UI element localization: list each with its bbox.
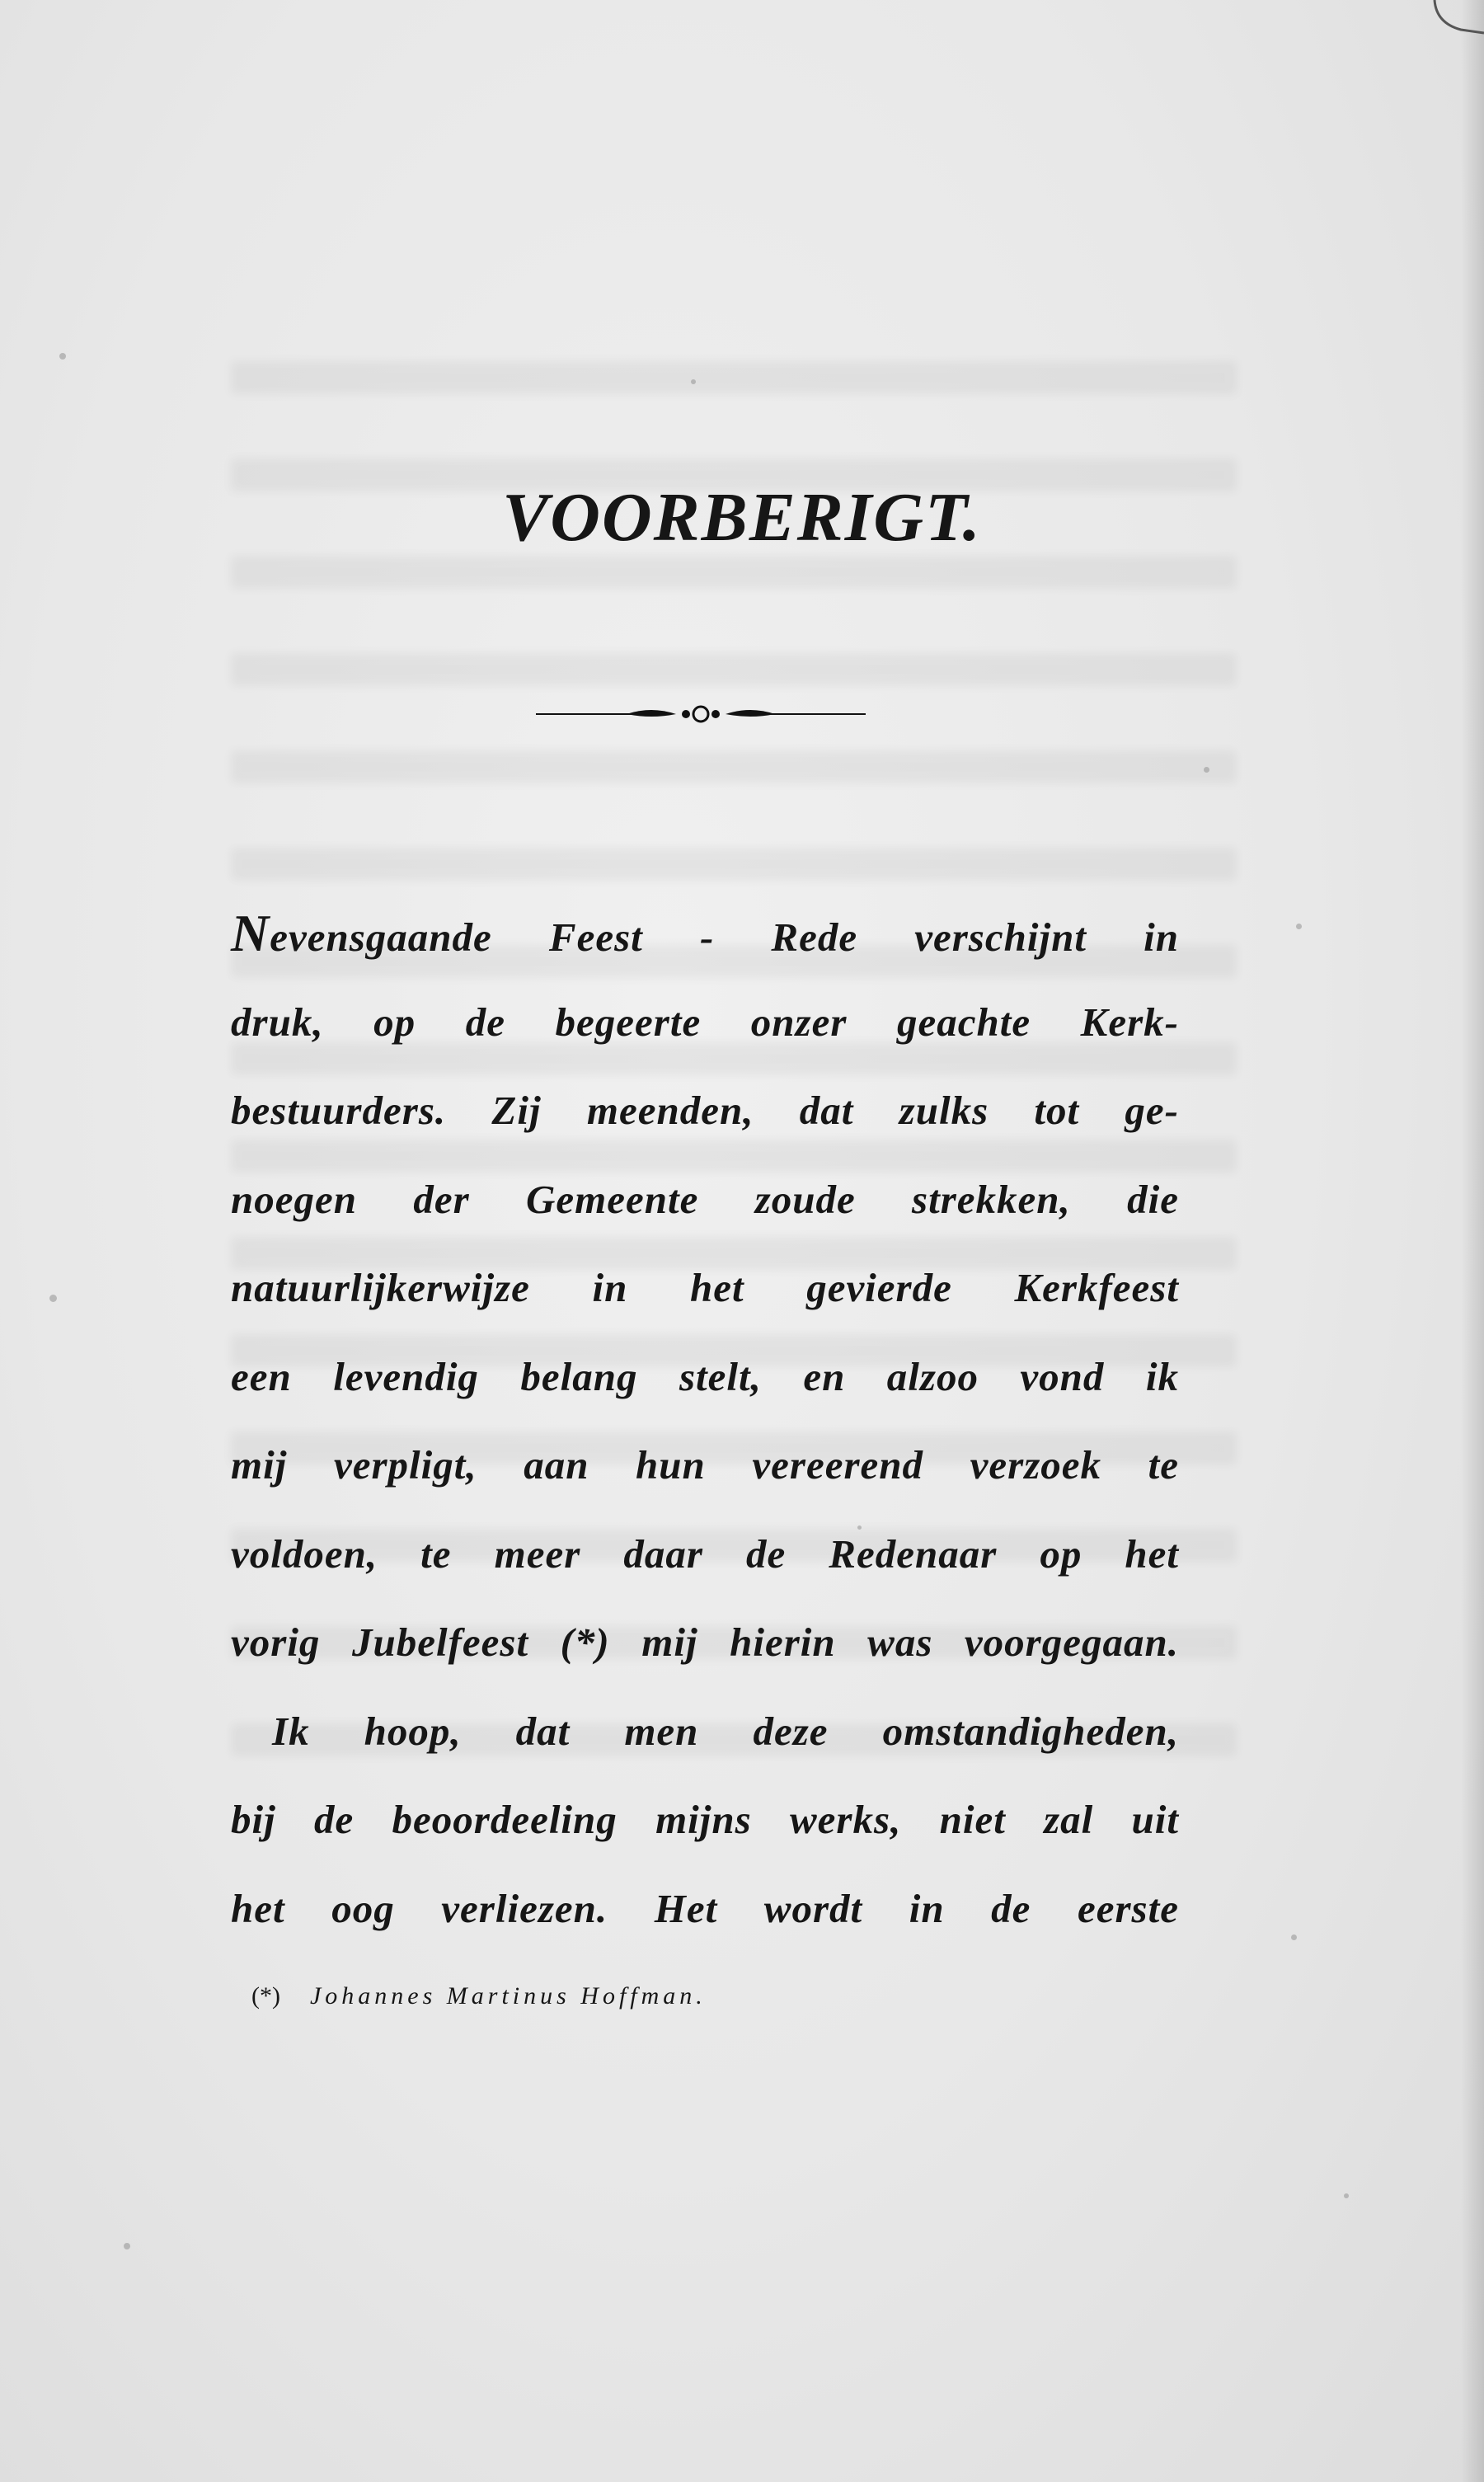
ornament-divider (536, 698, 866, 731)
text-line-1-body: evensgaande Feest - Rede verschijnt in (270, 914, 1179, 960)
page-corner-curl (1426, 0, 1484, 41)
text-line-2: druk, op de begeerte onzer geachte Kerk- (231, 999, 1179, 1045)
footnote (251, 1982, 707, 2010)
preface-text (231, 889, 1179, 1953)
footnote-marker: (*) (251, 1982, 280, 2010)
text-line-10: Ik hoop, dat men deze omstandigheden, (272, 1708, 1179, 1754)
text-line-8: voldoen, te meer daar de Redenaar op het (231, 1530, 1179, 1577)
paper-speck (59, 353, 66, 360)
page-title: VOORBERIGT. (502, 479, 982, 556)
text-line-5: natuurlijkerwijze in het gevierde Kerkfeest (231, 1265, 1179, 1310)
text-line-3: bestuurders. Zij meenden, dat zulks tot ge- (231, 1088, 1179, 1133)
paper-speck (1344, 2193, 1349, 2198)
paper-speck (49, 1295, 57, 1302)
paper-speck (124, 2243, 130, 2249)
paper-speck (857, 1525, 862, 1530)
paper-speck (1296, 924, 1302, 929)
text-line-7: mij verpligt, aan hun vereerend verzoek te (231, 1442, 1179, 1488)
paper-speck (1204, 767, 1209, 773)
text-line-9: vorig Jubelfeest (*) mij hierin was voorgegaan. (231, 1619, 1179, 1665)
drop-cap: N (231, 904, 270, 962)
text-line-4: noegen der Gemeente zoude strekken, die (231, 1176, 1179, 1222)
text-line-1 (231, 889, 1179, 978)
footnote-text: Johannes Martinus Hoffman. (309, 1982, 707, 2010)
paper-speck (1291, 1934, 1297, 1940)
text-line-6: een levendig belang stelt, en alzoo vond ik (231, 1353, 1179, 1399)
paper-speck (691, 379, 696, 384)
page-edge-shadow (1461, 0, 1484, 2482)
text-line-11: bij de beoordeeling mijns werks, niet zal uit (231, 1797, 1179, 1842)
text-line-12: het oog verliezen. Het wordt in de eerste (231, 1885, 1179, 1931)
